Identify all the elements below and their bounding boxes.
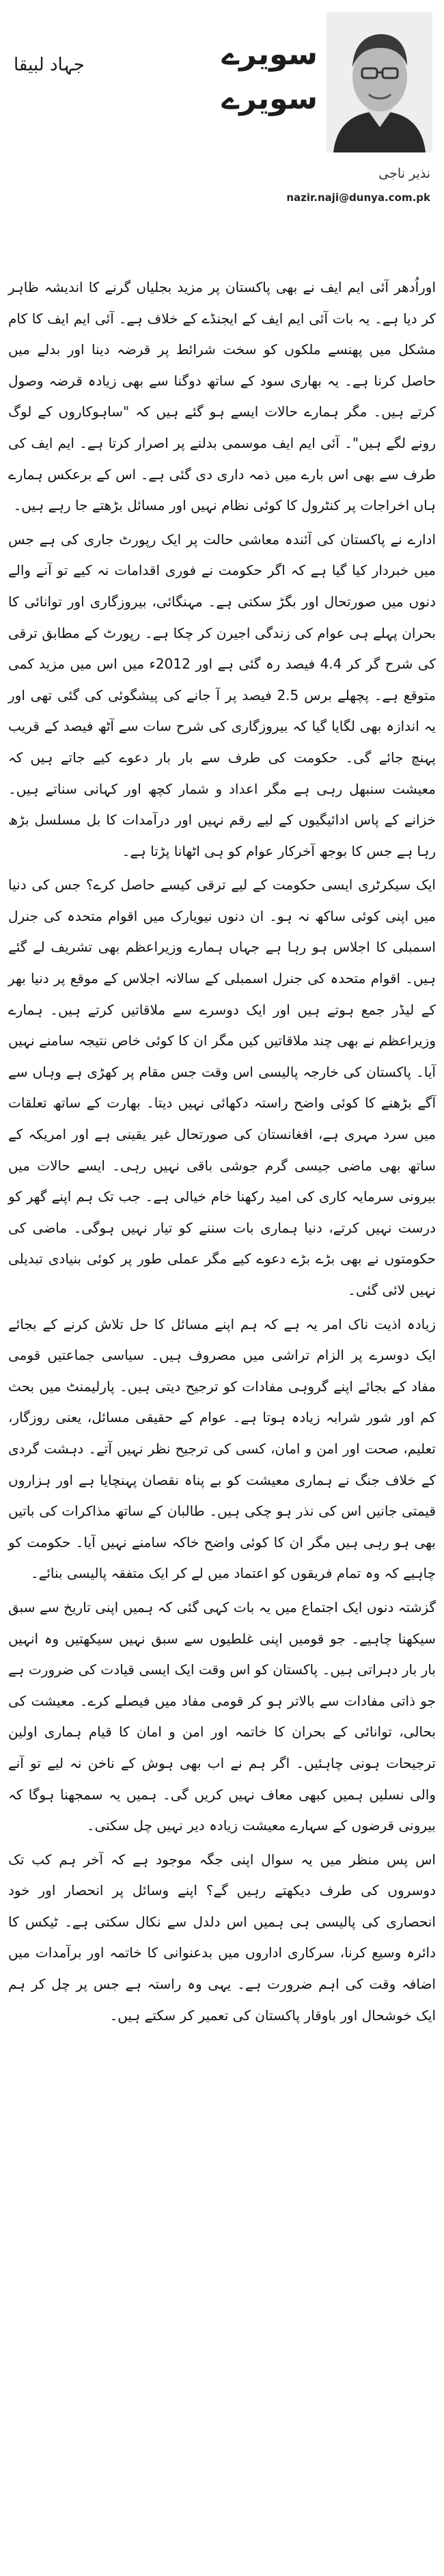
paragraph: اوراُدھر آئی ایم ایف نے بھی پاکستان پر مزید بجلیاں گرنے کا اندیشہ ظاہر کر دیا ہے۔ یہ بات آئی ایم ایف کے ایجنڈے کے خلاف ہے۔ آئی ایم ایف کا کام مشکل میں پھنسے ملکوں کو سخت شرائط پر قرضہ دینا اور بدلے میں حاصل کرنا ہے۔ یہ بھاری سود کے ساتھ دوگنا سے بھی زیادہ قرضہ وصول کرتے ہیں۔ مگر ہمارے حالات ایسے ہو گئے ہیں کہ "ساہوکاروں کے لوگ رونے لگے ہیں"۔ آئی ایم ایف موسمی بدلنے پر اصرار کرتا ہے۔ ایم ایف کی طرف سے بھی اس بارے میں ذمہ داری دی گئی ہے۔ اس کے برعکس ہمارے ہاں اخراجات پر کنٹرول کا کوئی نظام نہیں اور مسائل بڑھتے جا رہے ہیں۔ [8, 279, 436, 514]
logo-line-two: سویرے [221, 81, 318, 116]
paragraph: گزشتہ دنوں ایک اجتماع میں یہ بات کہی گئی کہ ہمیں اپنی تاریخ سے سبق سیکھنا چاہیے۔ جو قومیں اپنی غلطیوں سے سبق نہیں سیکھتیں وہ انہیں بار بار دہراتی ہیں۔ پاکستان کو اس وقت ایک ایسی قیادت کی ضرورت ہے جو ذاتی مفادات سے بالاتر ہو کر قومی مفاد میں فیصلے کرے۔ معیشت کی بحالی، توانائی کے بحران کا خاتمہ اور امن و امان کا قیام ہماری اولین ترجیحات ہونی چاہئیں۔ اگر ہم نے اب بھی ہوش کے ناخن نہ لیے تو آنے والی نسلیں ہمیں کبھی معاف نہیں کریں گی۔ ہمیں یہ سمجھنا ہوگا کہ بیرونی قرضوں کے سہارے معیشت زیادہ دیر نہیں چل سکتی۔ [8, 1598, 436, 1834]
author-photo [327, 12, 432, 152]
logo-line-one: سویرے [221, 37, 318, 72]
paragraph: زیادہ اذیت ناک امر یہ ہے کہ ہم اپنے مسائل کا حل تلاش کرنے کے بجائے ایک دوسرے پر الزام تراشی میں مصروف ہیں۔ سیاسی جماعتیں قومی مفاد کے بجائے اپنے گروہی مفادات کو ترجیح دیتی ہیں۔ پارلیمنٹ میں بحث کم اور شور شرابہ زیادہ ہوتا ہے۔ عوام کے حقیقی مسائل، یعنی روزگار، تعلیم، صحت اور امن و امان، کسی کی ترجیح نظر نہیں آتے۔ دہشت گردی کے خلاف جنگ نے ہماری معیشت کو بے پناہ نقصان پہنچایا ہے اور ہزاروں قیمتی جانیں اس کی نذر ہو چکی ہیں۔ طالبان کے ساتھ مذاکرات کی باتیں بھی ہو رہی ہیں مگر ان کا کوئی واضح خاکہ سامنے نہیں آیا۔ حکومت کو چاہیے کہ وہ تمام فریقوں کو اعتماد میں لے کر ایک متفقہ پالیسی بنائے۔ [8, 1315, 436, 1582]
author-badge [205, 12, 434, 211]
author-email: nazir.naji@dunya.com.pk [286, 191, 430, 204]
column-header [0, 0, 444, 260]
article-body [8, 272, 436, 2034]
author-name: نذیر ناجی [378, 166, 430, 181]
column-logo [205, 12, 318, 152]
paragraph: ایک سیکرٹری ایسی حکومت کے لیے ترقی کیسے حاصل کرے؟ جس کی دنیا میں اپنی کوئی ساکھ نہ ہو۔ ان دنوں نیویارک میں اقوام متحدہ کی جنرل اسمبلی کا اجلاس ہو رہا ہے جہاں ہمارے وزیراعظم بھی تشریف لے گئے ہیں۔ اقوام متحدہ کی جنرل اسمبلی کے سالانہ اجلاس کے موقع پر دنیا بھر کے لیڈر جمع ہوتے ہیں اور ایک دوسرے سے ملاقاتیں کرتے ہیں۔ ہمارے وزیراعظم نے بھی چند ملاقاتیں کیں مگر ان کا کوئی خاص نتیجہ سامنے نہیں آیا۔ پاکستان کی خارجہ پالیسی اس وقت جس مقام پر کھڑی ہے وہاں سے آگے بڑھنے کا کوئی واضح راستہ دکھائی نہیں دیتا۔ بھارت کے ساتھ تعلقات میں سرد مہری ہے، افغانستان کی صورتحال غیر یقینی ہے اور امریکہ کے ساتھ بھی ماضی جیسی گرم جوشی باقی نہیں رہی۔ ایسے حالات میں بیرونی سرمایہ کاری کی امید رکھنا خام خیالی ہے۔ جب تک ہم اپنے گھر کو درست نہیں کرتے، دنیا ہماری بات سننے کو تیار نہیں ہوگی۔ ماضی کی حکومتوں نے بھی بڑے بڑے دعوے کیے مگر عملی طور پر کوئی بنیادی تبدیلی نہیں لائی گئی۔ [8, 876, 436, 1298]
paragraph: اس پس منظر میں یہ سوال اپنی جگہ موجود ہے کہ آخر ہم کب تک دوسروں کی طرف دیکھتے رہیں گے؟ اپنے وسائل پر انحصار اور خود انحصاری کی پالیسی ہی ہمیں اس دلدل سے نکال سکتی ہے۔ ٹیکس کا دائرہ وسیع کرنا، سرکاری اداروں میں بدعنوانی کا خاتمہ اور برآمدات میں اضافہ وقت کی اہم ضرورت ہے۔ یہی وہ راستہ ہے جس پر چل کر ہم ایک خوشحال اور باوقار پاکستان کی تعمیر کر سکتے ہیں۔ [8, 1851, 436, 2024]
column-title: جہاد لبیقا [14, 55, 85, 75]
paragraph: ادارے نے پاکستان کی آئندہ معاشی حالت پر ایک رپورٹ جاری کی ہے جس میں خبردار کیا گیا ہے کہ اگر حکومت نے فوری اقدامات نہ کیے تو آنے والے دنوں میں صورتحال اور بگڑ سکتی ہے۔ مہنگائی، بیروزگاری اور توانائی کا بحران پہلے ہی عوام کی زندگی اجیرن کر چکا ہے۔ رپورٹ کے مطابق ترقی کی شرح گر کر 4.4 فیصد رہ گئی ہے اور 2012ء میں اس میں مزید کمی متوقع ہے۔ پچھلے برس 2.5 فیصد پر آ جانے کی پیشگوئی کی گئی تھی اور یہ اندازہ بھی لگایا گیا کہ بیروزگاری کی شرح سات سے آٹھ فیصد کے قریب پہنچ جائے گی۔ حکومت کی طرف سے بار بار دعوے کیے جاتے ہیں کہ معیشت سنبھل رہی ہے مگر اعداد و شمار کچھ اور کہانی سناتے ہیں۔ خزانے کے پاس ادائیگیوں کے لیے رقم نہیں اور درآمدات کا بل مسلسل بڑھ رہا ہے جس کا بوجھ آخرکار عوام کو ہی اٹھانا پڑتا ہے۔ [8, 531, 436, 859]
